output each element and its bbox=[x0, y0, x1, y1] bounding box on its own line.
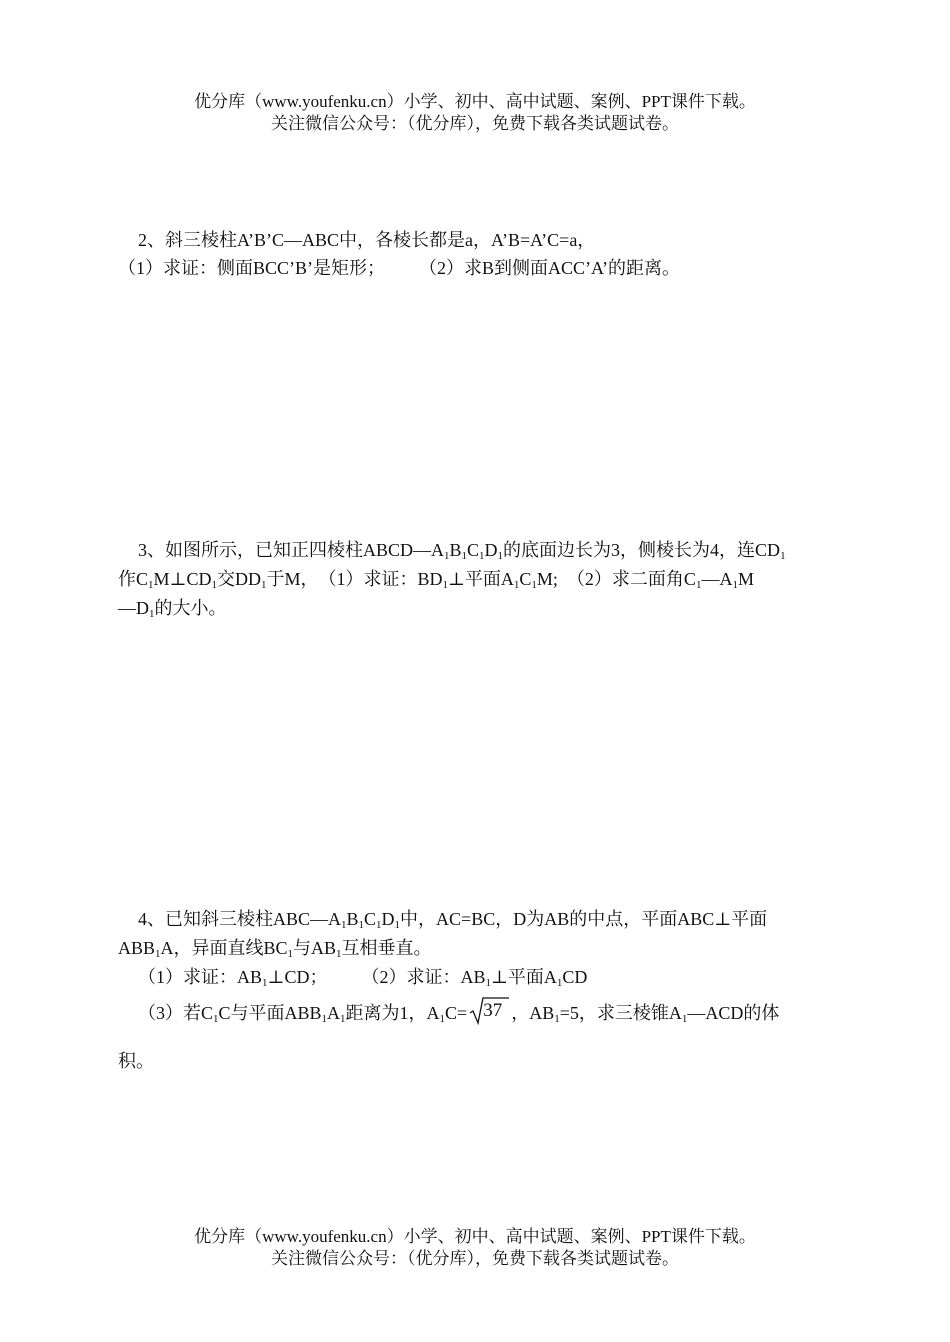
q3-text: B bbox=[449, 540, 462, 560]
subscript: 1 bbox=[732, 579, 738, 591]
header-line-2: 关注微信公众号：（优分库），免费下载各类试题试卷。 bbox=[271, 114, 679, 133]
q3-text: C bbox=[519, 569, 532, 589]
subscript: 1 bbox=[336, 948, 342, 960]
q2-stem-text: 2、斜三棱柱A’B’C—ABC中，各棱长都是a，A’B=A’C=a， bbox=[138, 230, 596, 250]
q4-text: （3）若C bbox=[138, 1003, 214, 1023]
subscript: 1 bbox=[358, 919, 365, 931]
sqrt-symbol bbox=[469, 995, 509, 1025]
subscript: 1 bbox=[442, 579, 448, 591]
sqrt-radicand: 37 bbox=[483, 1000, 503, 1021]
subscript: 1 bbox=[340, 1013, 346, 1025]
subscript: 1 bbox=[556, 977, 563, 989]
subscript: 1 bbox=[341, 919, 347, 931]
q3-line-1 bbox=[138, 538, 786, 562]
q4-text: B bbox=[346, 909, 359, 929]
q3-line-3 bbox=[118, 596, 227, 620]
q4-line-2 bbox=[118, 936, 432, 960]
q4-text: （1）求证：AB bbox=[138, 967, 263, 987]
q2-part-2: （2）求B到侧面ACC’A’的距离。 bbox=[419, 258, 681, 278]
footer-line-1: 优分库（www.youfenku.cn）小学、初中、高中试题、案例、PPT课件下载。 bbox=[194, 1227, 756, 1246]
q4-text: ABB bbox=[118, 938, 156, 958]
q3-text: M bbox=[737, 569, 754, 589]
q4-text: D bbox=[381, 909, 395, 929]
q4-text: ，AB bbox=[511, 1003, 555, 1023]
subscript: 1 bbox=[479, 550, 485, 562]
header-line-1: 优分库（www.youfenku.cn）小学、初中、高中试题、案例、PPT课件下载。 bbox=[194, 92, 756, 111]
subscript: 1 bbox=[394, 919, 401, 931]
q2-stem bbox=[138, 228, 595, 252]
subscript: 1 bbox=[695, 579, 702, 591]
subscript: 1 bbox=[444, 550, 450, 562]
q4-line-3 bbox=[138, 965, 587, 989]
q4-line-4 bbox=[138, 995, 779, 1025]
q4-line-5 bbox=[118, 1049, 154, 1073]
q4-text: C bbox=[364, 909, 377, 929]
q4-text: ⊥CD； bbox=[267, 967, 328, 987]
q3-text: D bbox=[484, 540, 498, 560]
q4-text: 积。 bbox=[118, 1051, 154, 1071]
q3-text: M; （2）求二面角C bbox=[536, 569, 696, 589]
q4-text: A，异面直线BC bbox=[160, 938, 288, 958]
subscript: 1 bbox=[780, 550, 786, 562]
q3-line-2 bbox=[118, 567, 754, 591]
q3-text: 于M， （1）求证：BD bbox=[266, 569, 443, 589]
footer-line-2: 关注微信公众号：（优分库），免费下载各类试题试卷。 bbox=[271, 1249, 679, 1268]
q4-text: 距离为1，A bbox=[345, 1003, 440, 1023]
q4-line-1 bbox=[138, 907, 767, 931]
subscript: 1 bbox=[461, 550, 468, 562]
subscript: 1 bbox=[149, 608, 155, 620]
subscript: 1 bbox=[155, 948, 161, 960]
q3-text: —A bbox=[701, 569, 733, 589]
q4-text: 互相垂直。 bbox=[341, 938, 432, 958]
q3-text: 作C bbox=[118, 569, 149, 589]
q3-text: 的大小。 bbox=[154, 598, 227, 618]
subscript: 1 bbox=[376, 919, 382, 931]
page-footer bbox=[0, 1226, 950, 1270]
q2-part-1: （1）求证：侧面BCC’B’是矩形； bbox=[118, 258, 386, 278]
subscript: 1 bbox=[439, 1013, 446, 1025]
q3-text: —D bbox=[118, 598, 149, 618]
q4-text: 中，AC=BC，D为AB的中点，平面ABC⊥平面 bbox=[400, 909, 768, 929]
subscript: 1 bbox=[211, 579, 217, 591]
q3-text: 交DD bbox=[216, 569, 261, 589]
q3-text: C bbox=[467, 540, 480, 560]
subscript: 1 bbox=[513, 579, 520, 591]
subscript: 1 bbox=[287, 948, 294, 960]
q3-text: ⊥平面A bbox=[447, 569, 514, 589]
subscript: 1 bbox=[497, 550, 504, 562]
subscript: 1 bbox=[681, 1013, 688, 1025]
q4-text: A bbox=[327, 1003, 341, 1023]
q3-text: M⊥CD bbox=[153, 569, 212, 589]
q4-text: 与AB bbox=[293, 938, 337, 958]
q4-text: —ACD的体 bbox=[687, 1003, 780, 1023]
q4-text: ⊥平面A bbox=[490, 967, 557, 987]
q3-text: 的底面边长为3，侧棱长为4，连CD bbox=[503, 540, 781, 560]
subscript: 1 bbox=[213, 1013, 219, 1025]
subscript: 1 bbox=[148, 579, 154, 591]
subscript: 1 bbox=[554, 1013, 560, 1025]
q4-text: （2）求证：AB bbox=[361, 967, 486, 987]
q3-text: 3、如图所示，已知正四棱柱ABCD—A bbox=[138, 540, 445, 560]
subscript: 1 bbox=[262, 977, 268, 989]
subscript: 1 bbox=[260, 579, 267, 591]
subscript: 1 bbox=[531, 579, 537, 591]
q4-text: =5，求三棱锥A bbox=[559, 1003, 682, 1023]
q4-text: CD bbox=[562, 967, 588, 987]
q4-text: C= bbox=[445, 1003, 468, 1023]
page-header bbox=[0, 91, 950, 135]
q2-parts bbox=[118, 256, 680, 280]
q4-text: 4、已知斜三棱柱ABC—A bbox=[138, 909, 342, 929]
subscript: 1 bbox=[321, 1013, 328, 1025]
subscript: 1 bbox=[485, 977, 491, 989]
q4-text: C与平面ABB bbox=[218, 1003, 322, 1023]
